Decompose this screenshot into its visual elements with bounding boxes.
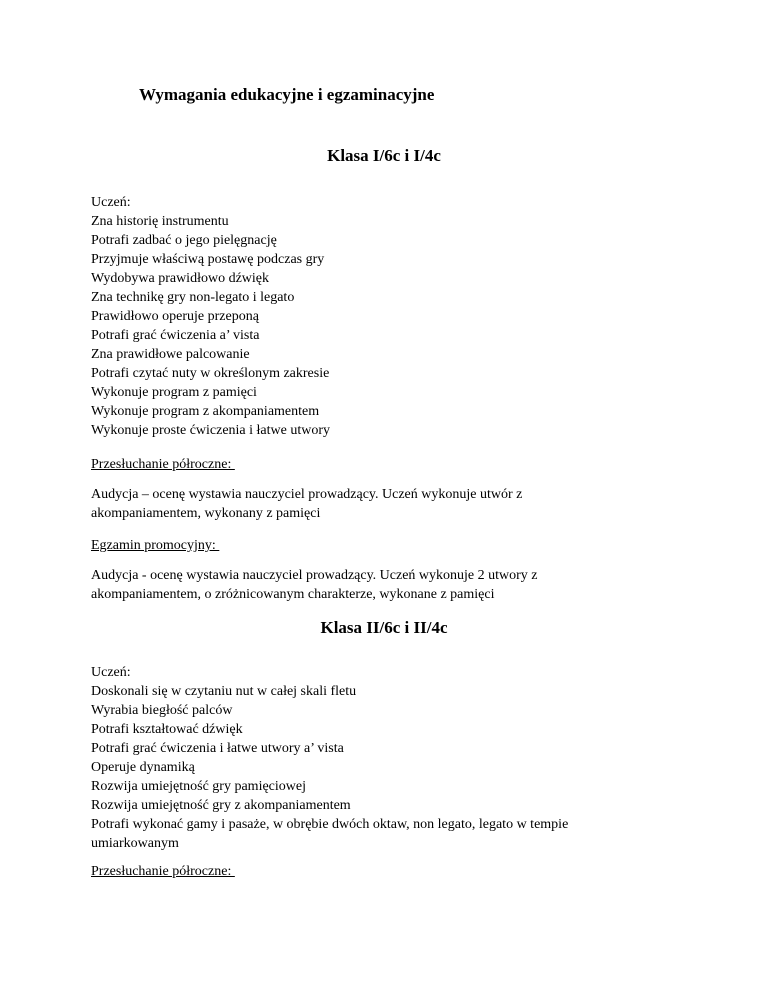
- class-1-midyear-label: Przesłuchanie półroczne:: [91, 457, 235, 472]
- requirement-item: Potrafi grać ćwiczenia i łatwe utwory a’ vista: [91, 741, 344, 756]
- requirement-item: Zna historię instrumentu: [91, 214, 229, 229]
- class-1-exam-text: [91, 566, 631, 604]
- requirement-item: Wyrabia biegłość palców: [91, 703, 233, 718]
- class-1-exam-label: Egzamin promocyjny:: [91, 538, 220, 553]
- requirement-item: Zna prawidłowe palcowanie: [91, 347, 250, 362]
- document-title: Wymagania edukacyjne i egzaminacyjne: [139, 85, 435, 104]
- class-2-requirements: [91, 663, 651, 853]
- requirement-item: Wykonuje proste ćwiczenia i łatwe utwory: [91, 423, 331, 438]
- requirement-item: Rozwija umiejętność gry z akompaniamentem: [91, 798, 351, 813]
- class-1-requirements: [91, 193, 651, 440]
- paragraph-line: akompaniamentem, wykonany z pamięci: [91, 506, 321, 521]
- class-2-heading: Klasa II/6c i II/4c: [320, 618, 448, 637]
- requirement-item: Potrafi kształtować dźwięk: [91, 722, 243, 737]
- requirement-item: Doskonali się w czytaniu nut w całej skali fletu: [91, 684, 357, 699]
- class-2-midyear-label: Przesłuchanie półroczne:: [91, 864, 235, 879]
- class-1-heading: Klasa I/6c i I/4c: [327, 146, 441, 165]
- requirement-item: Operuje dynamiką: [91, 760, 195, 775]
- paragraph-line: akompaniamentem, o zróżnicowanym charakterze, wykonane z pamięci: [91, 587, 495, 602]
- requirement-item: umiarkowanym: [91, 836, 179, 851]
- requirement-item: Wykonuje program z pamięci: [91, 385, 257, 400]
- requirement-item: Wydobywa prawidłowo dźwięk: [91, 271, 270, 286]
- requirement-item: Prawidłowo operuje przeponą: [91, 309, 259, 324]
- requirement-item: Przyjmuje właściwą postawę podczas gry: [91, 252, 325, 267]
- class-1-midyear-text: [91, 485, 631, 523]
- requirement-item: Rozwija umiejętność gry pamięciowej: [91, 779, 306, 794]
- paragraph-line: Audycja - ocenę wystawia nauczyciel prowadzący. Uczeń wykonuje 2 utwory z: [91, 568, 538, 583]
- student-label: Uczeń:: [91, 665, 131, 680]
- requirement-item: Potrafi grać ćwiczenia a’ vista: [91, 328, 260, 343]
- requirement-item: Wykonuje program z akompaniamentem: [91, 404, 320, 419]
- paragraph-line: Audycja – ocenę wystawia nauczyciel prowadzący. Uczeń wykonuje utwór z: [91, 487, 523, 502]
- requirement-item: Potrafi wykonać gamy i pasaże, w obrębie dwóch oktaw, non legato, legato w tempie: [91, 817, 569, 832]
- requirement-item: Zna technikę gry non-legato i legato: [91, 290, 295, 305]
- requirement-item: Potrafi czytać nuty w określonym zakresie: [91, 366, 330, 381]
- student-label: Uczeń:: [91, 195, 131, 210]
- requirement-item: Potrafi zadbać o jego pielęgnację: [91, 233, 277, 248]
